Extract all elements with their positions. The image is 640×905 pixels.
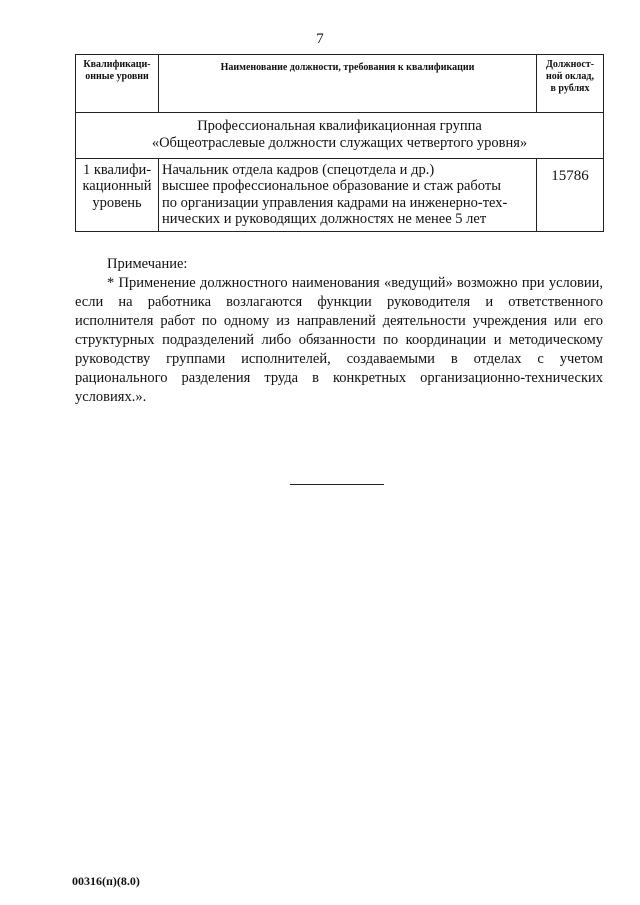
divider-line — [290, 484, 384, 485]
note-title: Примечание: — [107, 256, 188, 272]
row-position: Начальник отдела кадров (спецотдела и др.) высшее профессиональное образование и стаж работы по организации управления кадрами на инженерно-тех- нических и руководящих должностях не менее 5 лет — [159, 159, 537, 232]
group-title-row — [76, 113, 604, 159]
group-title: Профессиональная квалификационная группа «Общеотраслевые должности служащих четвертого уровня» — [76, 113, 604, 159]
header-salary: Должност- ной оклад, в рублях — [537, 55, 604, 113]
table-header-row — [76, 55, 604, 113]
header-level: Квалификаци- онные уровни — [76, 55, 159, 113]
table-row — [76, 159, 604, 232]
qualification-table — [75, 54, 604, 232]
header-position: Наименование должности, требования к квалификации — [159, 55, 537, 113]
page-number: 7 — [316, 31, 324, 47]
note-body: * Применение должностного наименования «ведущий» возможно при условии, если на работника возлагаются функции руководителя и ответственного исполнителя работ по одному из направлений деятельности учреждения или его структурных подразделений либо обязанности по координации и методическому руководству группами исполнителей, создаваемыми в отделах с учетом рационального разделения труда в конкретных организационно-технических условиях.». — [75, 275, 603, 405]
row-salary: 15786 — [537, 159, 604, 232]
row-level: 1 квалифи- кационный уровень — [76, 159, 159, 232]
note-section — [75, 255, 603, 407]
footer-code: 00316(п)(8.0) — [72, 874, 140, 888]
